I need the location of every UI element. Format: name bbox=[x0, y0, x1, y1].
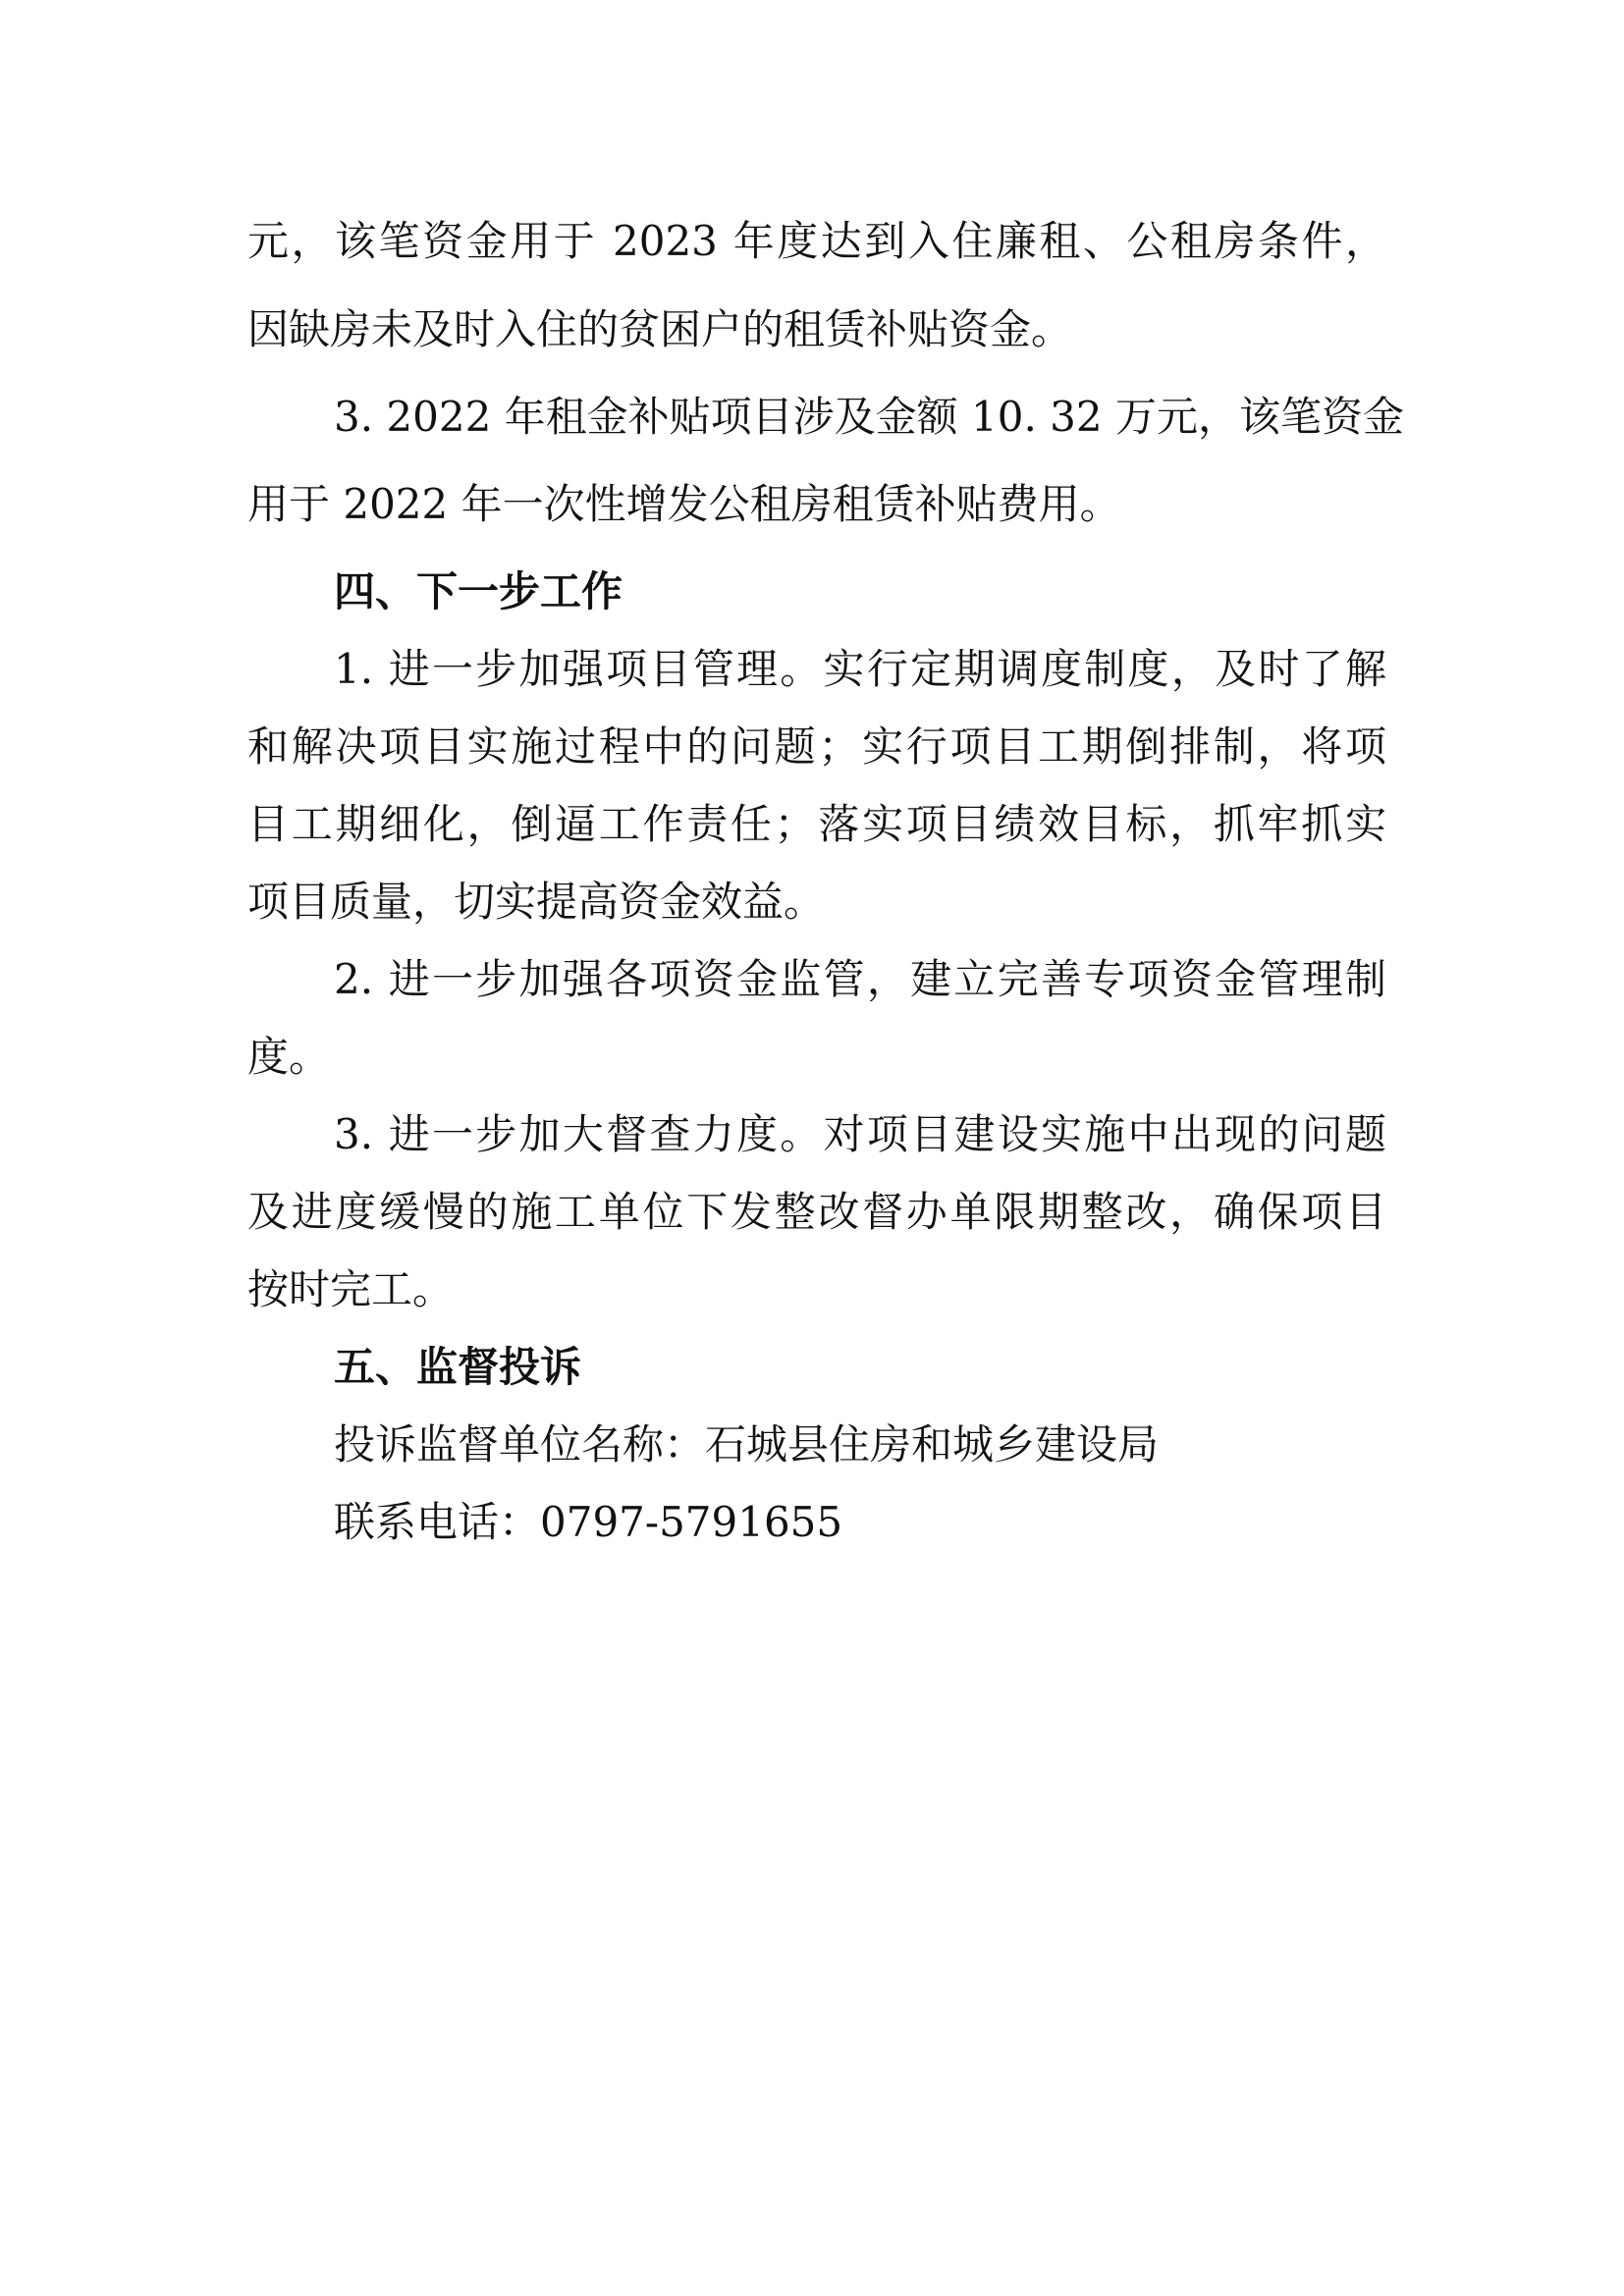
section-heading: 五、监督投诉 bbox=[334, 1343, 582, 1391]
paragraph-line: 2. 进一步加强各项资金监管，建立完善专项资金管理制 bbox=[334, 955, 1386, 1003]
paragraph-line: 目工期细化，倒逼工作责任；落实项目绩效目标，抓牢抓实 bbox=[247, 800, 1386, 848]
paragraph-line: 1. 进一步加强项目管理。实行定期调度制度，及时了解 bbox=[334, 645, 1386, 693]
paragraph-line: 因缺房未及时入住的贫困户的租赁补贴资金。 bbox=[247, 305, 1073, 353]
paragraph-line: 3. 2022 年租金补贴项目涉及金额 10. 32 万元，该笔资金 bbox=[334, 393, 1404, 441]
paragraph-line: 和解决项目实施过程中的问题；实行项目工期倒排制，将项 bbox=[247, 722, 1386, 771]
paragraph-line: 及进度缓慢的施工单位下发整改督办单限期整改，确保项目 bbox=[247, 1188, 1386, 1236]
paragraph-line: 投诉监督单位名称：石城县住房和城乡建设局 bbox=[334, 1420, 1160, 1468]
section-heading: 四、下一步工作 bbox=[334, 567, 623, 615]
paragraph-line: 3. 进一步加大督查力度。对项目建设实施中出现的问题 bbox=[334, 1110, 1386, 1158]
paragraph-line: 按时完工。 bbox=[247, 1265, 455, 1313]
paragraph-line: 元，该笔资金用于 2023 年度达到入住廉租、公租房条件， bbox=[247, 217, 1386, 265]
paragraph-line: 项目质量，切实提高资金效益。 bbox=[247, 878, 826, 926]
paragraph-line: 联系电话：0797-5791655 bbox=[334, 1498, 843, 1546]
paragraph-line: 度。 bbox=[247, 1033, 331, 1081]
paragraph-line: 用于 2022 年一次性增发公租房租赁补贴费用。 bbox=[247, 480, 1121, 528]
